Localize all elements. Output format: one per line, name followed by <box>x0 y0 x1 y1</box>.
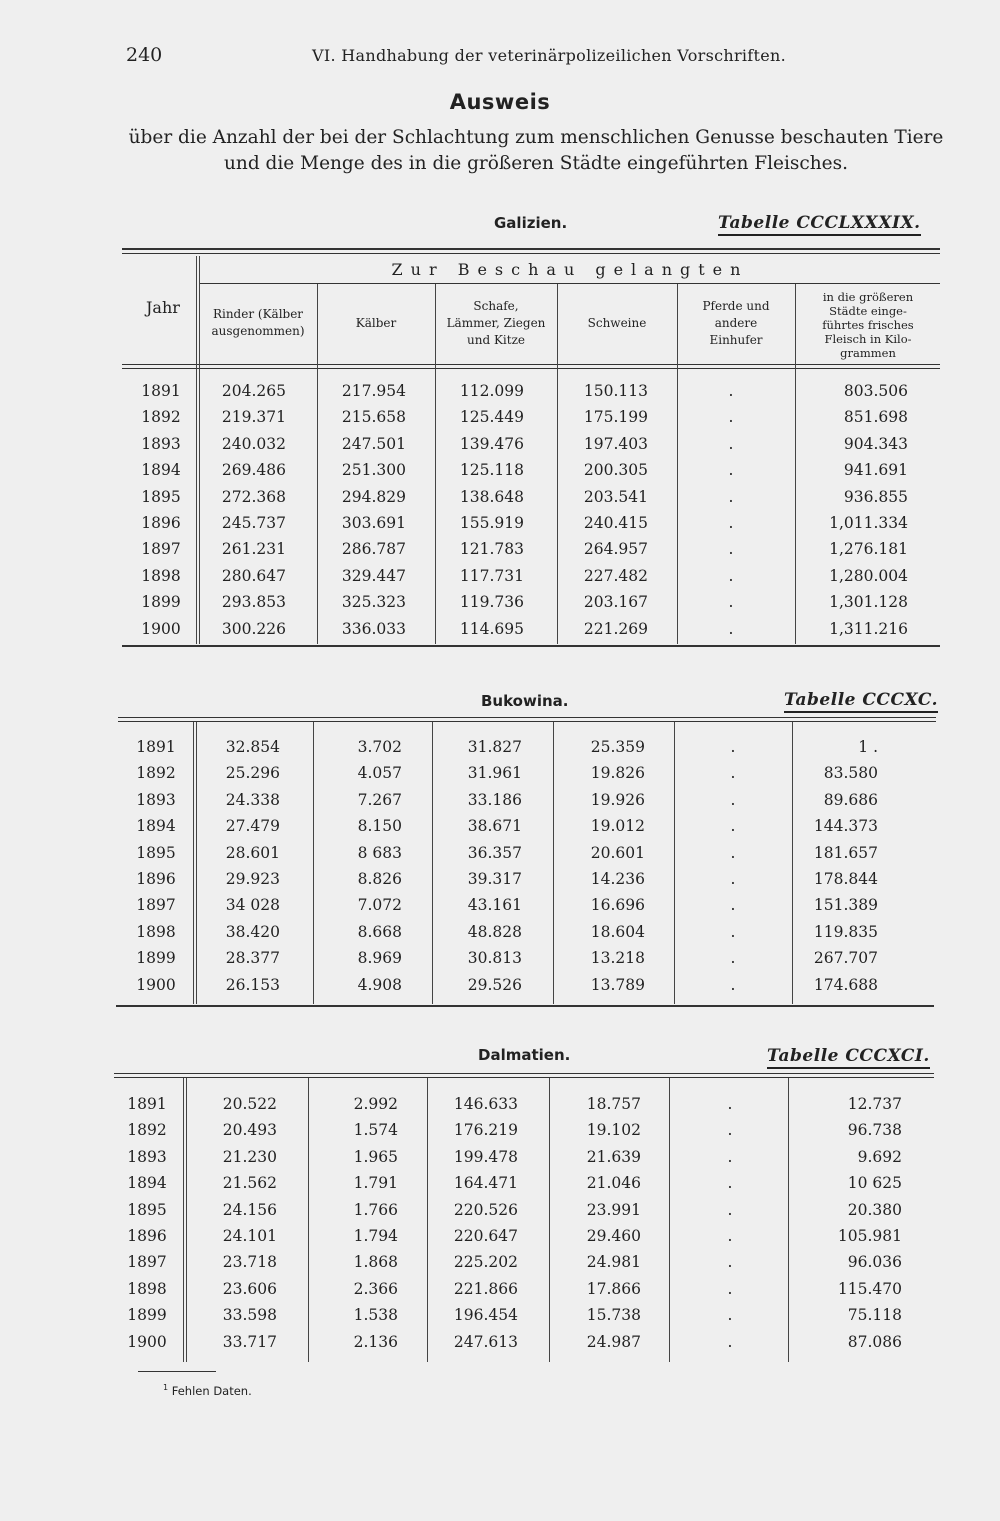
schafe-cell: 43.161 <box>467 896 522 915</box>
schafe-cell: 139.476 <box>459 434 524 453</box>
kaelber-cell: 1.574 <box>353 1121 398 1140</box>
schweine-cell: 203.541 <box>583 487 648 506</box>
year-cell: 1899 <box>127 1306 167 1325</box>
year-cell: 1893 <box>127 1147 167 1166</box>
header-bottom-rule-inner <box>122 368 940 369</box>
schweine-cell: 19.926 <box>590 790 645 809</box>
schafe-cell: 114.695 <box>459 619 524 638</box>
kaelber-cell: 3.702 <box>357 738 402 756</box>
schweine-cell: 13.218 <box>590 949 645 968</box>
schweine-cell: 24.981 <box>586 1253 641 1272</box>
schweine-cell: 221.269 <box>583 619 648 638</box>
header-fleisch: in die größeren Städte einge- führtes frisches Fleisch in Kilo- grammen <box>822 290 914 360</box>
schweine-cell: 21.639 <box>586 1147 641 1166</box>
fleisch-cell: 1,311.216 <box>829 619 908 638</box>
kaelber-cell: 2.136 <box>353 1332 398 1351</box>
pferde-cell: . <box>728 593 734 612</box>
running-head <box>0 44 1000 74</box>
kaelber-cell: 1.965 <box>353 1147 398 1166</box>
schafe-cell: 119.736 <box>459 593 524 612</box>
year-cell: 1894 <box>141 461 181 480</box>
header-zur-beschau: Zur Beschau gelangten <box>391 260 749 279</box>
year-cell: 1898 <box>127 1279 167 1298</box>
fleisch-cell: 904.343 <box>843 434 908 453</box>
column-divider <box>674 722 675 1004</box>
schweine-cell: 24.987 <box>586 1332 641 1351</box>
schafe-cell: 31.961 <box>467 764 522 783</box>
year-cell: 1899 <box>141 593 181 612</box>
kaelber-cell: 1.868 <box>353 1253 398 1272</box>
schafe-cell: 30.813 <box>467 949 522 968</box>
running-title: VI. Handhabung der veterinärpolizeilichen Vorschriften. <box>312 46 787 65</box>
schafe-cell: 33.186 <box>467 790 522 809</box>
year-cell: 1892 <box>127 1121 167 1140</box>
schafe-cell: 220.526 <box>453 1200 518 1219</box>
rinder-cell: 33.717 <box>222 1332 277 1351</box>
kaelber-cell: 1.791 <box>353 1174 398 1193</box>
fleisch-cell: 83.580 <box>823 764 878 783</box>
fleisch-cell: 115.470 <box>837 1279 902 1298</box>
rinder-cell: 204.265 <box>221 382 286 400</box>
fleisch-cell: 96.738 <box>847 1121 902 1140</box>
schweine-cell: 18.757 <box>586 1095 641 1113</box>
schafe-cell: 176.219 <box>453 1121 518 1140</box>
fleisch-cell: 1 . <box>858 738 878 756</box>
year-cell: 1895 <box>141 487 181 506</box>
kaelber-cell: 8.969 <box>357 949 402 968</box>
kaelber-cell: 1.538 <box>353 1306 398 1325</box>
schweine-cell: 23.991 <box>586 1200 641 1219</box>
schweine-cell: 16.696 <box>590 896 645 915</box>
fleisch-cell: 941.691 <box>843 461 908 480</box>
schweine-cell: 264.957 <box>583 540 648 559</box>
schafe-cell: 247.613 <box>453 1332 518 1351</box>
pferde-cell: . <box>728 514 734 532</box>
kaelber-cell: 215.658 <box>341 408 406 427</box>
schafe-cell: 225.202 <box>453 1253 518 1272</box>
schafe-cell: 117.731 <box>459 566 524 585</box>
rinder-cell: 26.153 <box>225 975 280 994</box>
rinder-cell: 23.606 <box>222 1279 277 1298</box>
rinder-cell: 240.032 <box>221 434 286 453</box>
schafe-cell: 38.671 <box>467 817 522 836</box>
column-divider <box>196 256 197 644</box>
pferde-cell: . <box>728 540 734 559</box>
schweine-cell: 150.113 <box>583 382 648 400</box>
schafe-cell: 138.648 <box>459 487 524 506</box>
rinder-cell: 269.486 <box>221 461 286 480</box>
rinder-cell: 20.493 <box>222 1121 277 1140</box>
fleisch-cell: 1,011.334 <box>829 514 908 532</box>
fleisch-cell: 1,280.004 <box>829 566 908 585</box>
kaelber-cell: 2.366 <box>353 1279 398 1298</box>
schweine-cell: 19.826 <box>590 764 645 783</box>
kaelber-cell: 8 683 <box>357 843 402 862</box>
kaelber-cell: 8.668 <box>357 922 402 941</box>
year-cell: 1891 <box>136 738 176 756</box>
column-divider <box>193 722 194 1004</box>
pferde-cell: . <box>727 1306 733 1325</box>
fleisch-cell: 10 625 <box>847 1174 902 1193</box>
schafe-cell: 155.919 <box>459 514 524 532</box>
table-ref-bukowina: Tabelle CCCXC. <box>784 690 938 713</box>
rinder-cell: 32.854 <box>225 738 280 756</box>
rinder-cell: 28.601 <box>225 843 280 862</box>
year-cell: 1891 <box>127 1095 167 1113</box>
rinder-cell: 28.377 <box>225 949 280 968</box>
schweine-cell: 20.601 <box>590 843 645 862</box>
fleisch-cell: 851.698 <box>843 408 908 427</box>
fleisch-cell: 174.688 <box>813 975 878 994</box>
pferde-cell: . <box>730 817 736 836</box>
fleisch-cell: 267.707 <box>813 949 878 968</box>
schweine-cell: 200.305 <box>583 461 648 480</box>
fleisch-cell: 105.981 <box>837 1227 902 1245</box>
year-cell: 1891 <box>141 382 181 400</box>
schafe-cell: 39.317 <box>467 870 522 888</box>
pferde-cell: . <box>728 461 734 480</box>
schafe-cell: 31.827 <box>467 738 522 756</box>
year-cell: 1897 <box>141 540 181 559</box>
header-span-rule <box>199 283 940 284</box>
rinder-cell: 245.737 <box>221 514 286 532</box>
schafe-cell: 48.828 <box>467 922 522 941</box>
pferde-cell: . <box>727 1095 733 1113</box>
fleisch-cell: 75.118 <box>847 1306 902 1325</box>
schweine-cell: 175.199 <box>583 408 648 427</box>
pferde-cell: . <box>730 790 736 809</box>
schafe-cell: 220.647 <box>453 1227 518 1245</box>
rinder-cell: 280.647 <box>221 566 286 585</box>
year-cell: 1893 <box>136 790 176 809</box>
rinder-cell: 24.156 <box>222 1200 277 1219</box>
schweine-cell: 15.738 <box>586 1306 641 1325</box>
rinder-cell: 33.598 <box>222 1306 277 1325</box>
rinder-cell: 21.562 <box>222 1174 277 1193</box>
pferde-cell: . <box>727 1227 733 1245</box>
kaelber-cell: 7.072 <box>357 896 402 915</box>
year-cell: 1897 <box>136 896 176 915</box>
kaelber-cell: 251.300 <box>341 461 406 480</box>
region-heading-bukowina: Bukowina. <box>481 692 569 710</box>
region-heading-galizien: Galizien. <box>494 214 568 232</box>
year-cell: 1895 <box>136 843 176 862</box>
document-subtitle-line-2: und die Menge des in die größeren Städte eingeführten Fleisches. <box>223 153 849 174</box>
fleisch-cell: 178.844 <box>813 870 878 888</box>
rinder-cell: 24.338 <box>225 790 280 809</box>
year-cell: 1896 <box>127 1227 167 1245</box>
fleisch-cell: 20.380 <box>847 1200 902 1219</box>
year-cell: 1895 <box>127 1200 167 1219</box>
year-cell: 1892 <box>141 408 181 427</box>
column-divider <box>677 284 678 644</box>
pferde-cell: . <box>730 922 736 941</box>
header-rinder: Rinder (Kälber ausgenommen) <box>211 307 305 338</box>
table-top-rule <box>118 717 936 718</box>
schafe-cell: 125.449 <box>459 408 524 427</box>
schweine-cell: 21.046 <box>586 1174 641 1193</box>
schweine-cell: 19.102 <box>586 1121 641 1140</box>
schafe-cell: 36.357 <box>467 843 522 862</box>
rinder-cell: 219.371 <box>221 408 286 427</box>
header-jahr: Jahr <box>146 298 180 317</box>
pferde-cell: . <box>728 487 734 506</box>
rinder-cell: 38.420 <box>225 922 280 941</box>
kaelber-cell: 4.057 <box>357 764 402 783</box>
column-divider <box>183 1078 184 1362</box>
kaelber-cell: 1.794 <box>353 1227 398 1245</box>
fleisch-cell: 96.036 <box>847 1253 902 1272</box>
pferde-cell: . <box>728 619 734 638</box>
fleisch-cell: 803.506 <box>843 382 908 400</box>
kaelber-cell: 336.033 <box>341 619 406 638</box>
fleisch-cell: 12.737 <box>847 1095 902 1113</box>
pferde-cell: . <box>728 382 734 400</box>
pferde-cell: . <box>730 870 736 888</box>
pferde-cell: . <box>727 1200 733 1219</box>
rinder-cell: 20.522 <box>222 1095 277 1113</box>
schweine-cell: 197.403 <box>583 434 648 453</box>
schweine-cell: 13.789 <box>590 975 645 994</box>
rinder-cell: 34 028 <box>225 896 280 915</box>
year-cell: 1900 <box>127 1332 167 1351</box>
year-cell: 1900 <box>141 619 181 638</box>
schweine-cell: 18.604 <box>590 922 645 941</box>
pferde-cell: . <box>728 566 734 585</box>
schafe-cell: 164.471 <box>453 1174 518 1193</box>
column-divider <box>669 1078 670 1362</box>
pferde-cell: . <box>727 1174 733 1193</box>
rinder-cell: 300.226 <box>221 619 286 638</box>
schweine-cell: 29.460 <box>586 1227 641 1245</box>
pferde-cell: . <box>730 975 736 994</box>
pferde-cell: . <box>727 1253 733 1272</box>
table-bottom-rule <box>116 1005 934 1007</box>
schafe-cell: 112.099 <box>459 382 524 400</box>
pferde-cell: . <box>727 1279 733 1298</box>
pferde-cell: . <box>727 1121 733 1140</box>
kaelber-cell: 4.908 <box>357 975 402 994</box>
rinder-cell: 24.101 <box>222 1227 277 1245</box>
kaelber-cell: 247.501 <box>341 434 406 453</box>
fleisch-cell: 151.389 <box>813 896 878 915</box>
year-cell: 1900 <box>136 975 176 994</box>
fleisch-cell: 181.657 <box>813 843 878 862</box>
pferde-cell: . <box>727 1147 733 1166</box>
table-bottom-rule <box>122 645 940 647</box>
kaelber-cell: 294.829 <box>341 487 406 506</box>
rinder-cell: 293.853 <box>221 593 286 612</box>
schafe-cell: 146.633 <box>453 1095 518 1113</box>
pferde-cell: . <box>728 408 734 427</box>
schweine-cell: 17.866 <box>586 1279 641 1298</box>
schafe-cell: 125.118 <box>459 461 524 480</box>
schafe-cell: 196.454 <box>453 1306 518 1325</box>
year-cell: 1892 <box>136 764 176 783</box>
year-cell: 1898 <box>136 922 176 941</box>
rinder-cell: 23.718 <box>222 1253 277 1272</box>
schweine-cell: 14.236 <box>590 870 645 888</box>
rinder-cell: 21.230 <box>222 1147 277 1166</box>
pferde-cell: . <box>728 434 734 453</box>
pferde-cell: . <box>730 896 736 915</box>
footnote: $^1$ Fehlen Daten. <box>163 1383 252 1398</box>
table-top-rule <box>114 1073 934 1074</box>
year-cell: 1896 <box>141 514 181 532</box>
kaelber-cell: 7.267 <box>357 790 402 809</box>
kaelber-cell: 1.766 <box>353 1200 398 1219</box>
schafe-cell: 199.478 <box>453 1147 518 1166</box>
pferde-cell: . <box>727 1332 733 1351</box>
fleisch-cell: 89.686 <box>823 790 878 809</box>
schweine-cell: 227.482 <box>583 566 648 585</box>
rinder-cell: 261.231 <box>221 540 286 559</box>
schafe-cell: 29.526 <box>467 975 522 994</box>
year-cell: 1894 <box>136 817 176 836</box>
rinder-cell: 29.923 <box>225 870 280 888</box>
rinder-cell: 25.296 <box>225 764 280 783</box>
schafe-cell: 221.866 <box>453 1279 518 1298</box>
header-schafe: Schafe, Lämmer, Ziegen und Kitze <box>446 299 546 347</box>
document-subtitle-line-1: über die Anzahl der bei der Schlachtung zum menschlichen Genusse beschauten Tiere <box>128 127 944 148</box>
kaelber-cell: 303.691 <box>341 514 406 532</box>
schafe-cell: 121.783 <box>459 540 524 559</box>
document-title: Ausweis <box>449 90 551 114</box>
year-cell: 1898 <box>141 566 181 585</box>
fleisch-cell: 936.855 <box>843 487 908 506</box>
rinder-cell: 272.368 <box>221 487 286 506</box>
footnote-rule <box>138 1371 216 1372</box>
kaelber-cell: 8.826 <box>357 870 402 888</box>
header-bottom-rule <box>122 364 940 365</box>
header-schweine: Schweine <box>587 316 647 330</box>
fleisch-cell: 1,276.181 <box>829 540 908 559</box>
pferde-cell: . <box>730 949 736 968</box>
fleisch-cell: 1,301.128 <box>829 593 908 612</box>
kaelber-cell: 286.787 <box>341 540 406 559</box>
schweine-cell: 240.415 <box>583 514 648 532</box>
fleisch-cell: 144.373 <box>813 817 878 836</box>
fleisch-cell: 9.692 <box>857 1147 902 1166</box>
kaelber-cell: 217.954 <box>341 382 406 400</box>
header-pferde: Pferde und andere Einhufer <box>702 299 770 347</box>
table-ref-dalmatien: Tabelle CCCXCI. <box>767 1046 930 1069</box>
kaelber-cell: 329.447 <box>341 566 406 585</box>
year-cell: 1899 <box>136 949 176 968</box>
pferde-cell: . <box>730 738 736 756</box>
table-top-rule <box>122 248 940 250</box>
kaelber-cell: 325.323 <box>341 593 406 612</box>
fleisch-cell: 119.835 <box>813 922 878 941</box>
page-number: 240 <box>126 44 163 66</box>
kaelber-cell: 8.150 <box>357 817 402 836</box>
year-cell: 1893 <box>141 434 181 453</box>
kaelber-cell: 2.992 <box>353 1095 398 1113</box>
fleisch-cell: 87.086 <box>847 1332 902 1351</box>
schweine-cell: 25.359 <box>590 738 645 756</box>
region-heading-dalmatien: Dalmatien. <box>478 1046 571 1064</box>
year-cell: 1897 <box>127 1253 167 1272</box>
header-kaelber: Kälber <box>355 316 397 330</box>
year-cell: 1894 <box>127 1174 167 1193</box>
table-top-rule-inner <box>114 1077 934 1078</box>
schweine-cell: 19.012 <box>590 817 645 836</box>
pferde-cell: . <box>730 764 736 783</box>
rinder-cell: 27.479 <box>225 817 280 836</box>
schweine-cell: 203.167 <box>583 593 648 612</box>
year-cell: 1896 <box>136 870 176 888</box>
pferde-cell: . <box>730 843 736 862</box>
table-ref-galizien: Tabelle CCCLXXXIX. <box>718 213 921 236</box>
table-top-rule-inner <box>122 253 940 254</box>
table-top-rule-inner <box>118 721 936 722</box>
